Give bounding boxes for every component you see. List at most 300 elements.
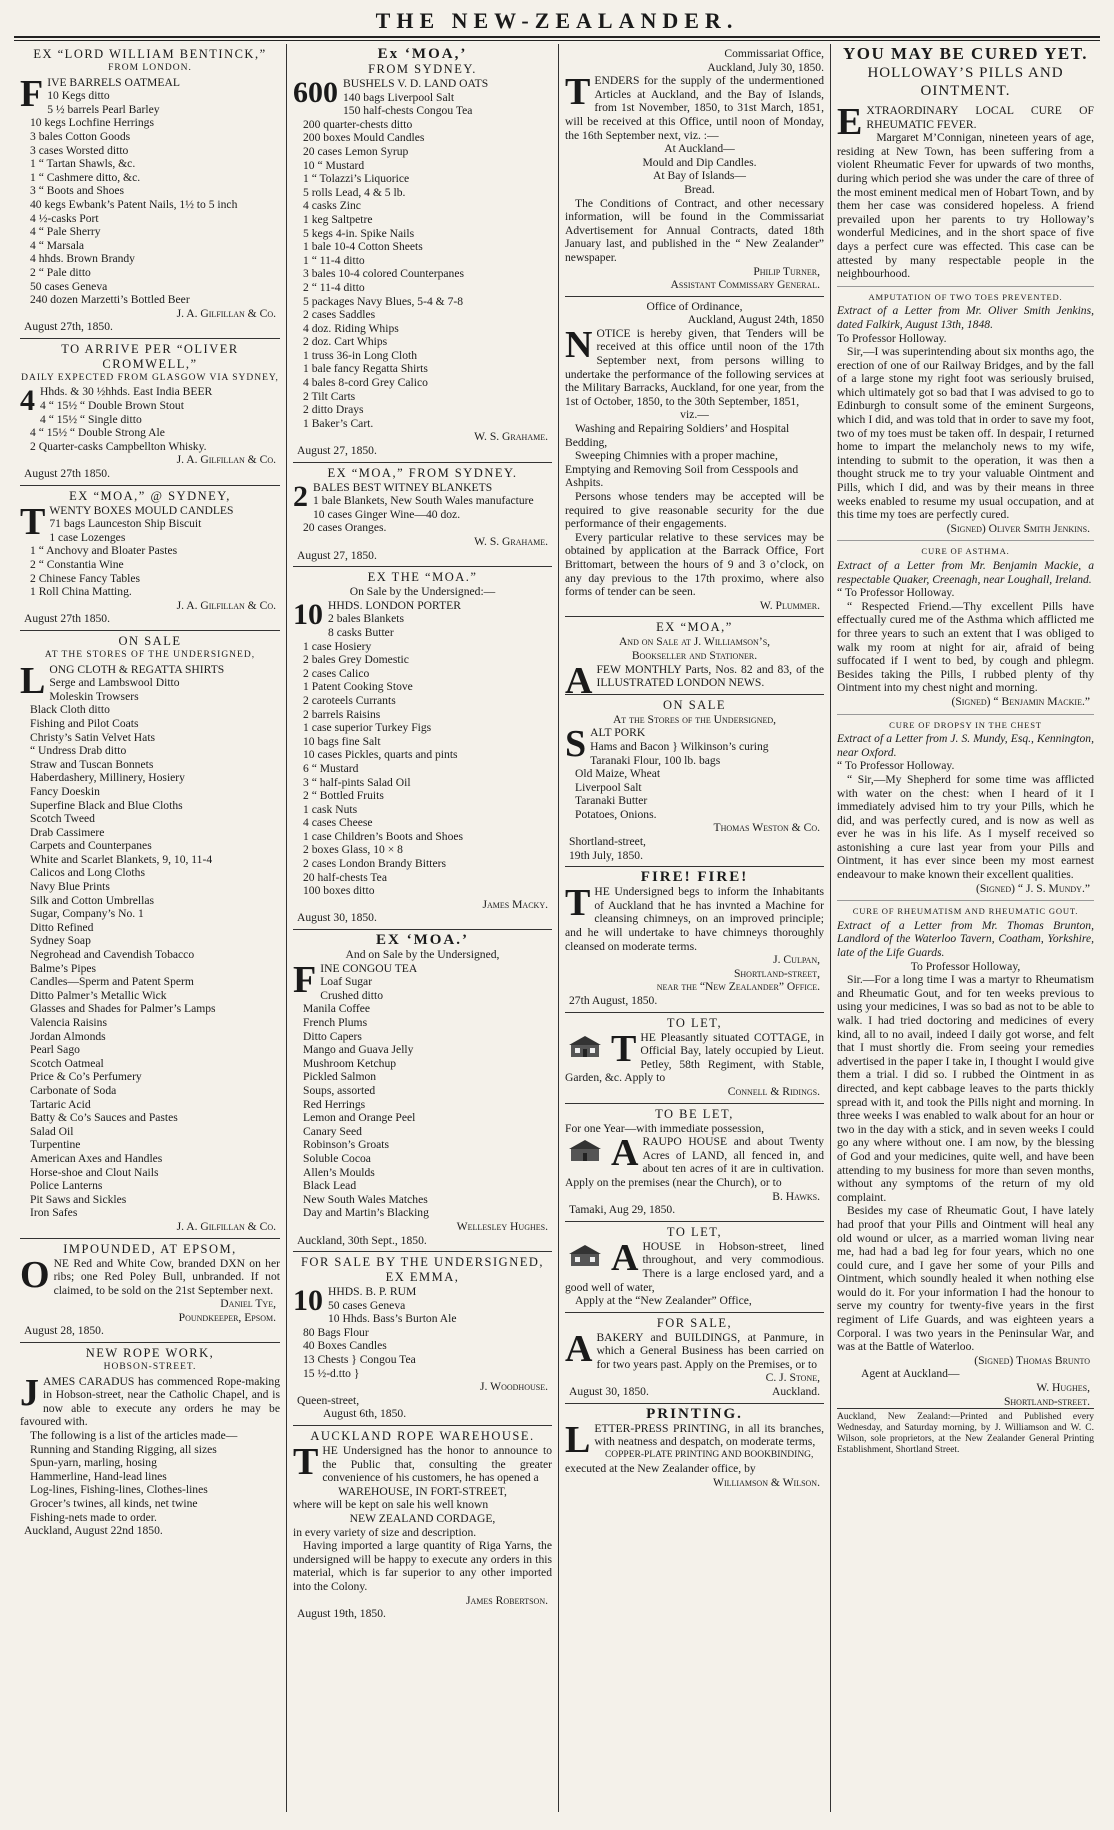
ad-lead: BALES BEST WITNEY BLANKETS bbox=[313, 480, 493, 494]
ad-subtitle: For one Year—with immediate possession, bbox=[565, 1121, 765, 1135]
signature: Daniel Tye, bbox=[220, 1297, 276, 1311]
list-item: Fancy Doeskin bbox=[30, 784, 100, 798]
ad-salt-pork bbox=[565, 695, 824, 868]
drop-cap: N bbox=[565, 323, 593, 366]
ad-date: August 28, 1850. bbox=[24, 1324, 104, 1338]
list-item: Fishing-nets made to order. bbox=[30, 1510, 157, 1524]
list-item: 1 case superior Turkey Figs bbox=[303, 721, 432, 735]
holloway-title: HOLLOWAY’S PILLS AND OINTMENT. bbox=[867, 65, 1064, 99]
ad-title: EX “LORD WILLIAM BENTINCK,” bbox=[33, 47, 267, 61]
list-item: 10 cases Ginger Wine—40 doz. bbox=[313, 507, 461, 521]
ad-date: August 30, 1850. bbox=[297, 911, 377, 925]
column-2 bbox=[286, 44, 558, 1812]
list-item: “ Undress Drab ditto bbox=[30, 744, 127, 758]
list-item: 4 “ 15½ “ Double Strong Ale bbox=[30, 426, 165, 440]
ad-rope-warehouse bbox=[293, 1426, 552, 1625]
list-item: Crushed ditto bbox=[320, 988, 384, 1002]
ad-body-3: in every variety of size and description. bbox=[293, 1525, 477, 1539]
list-item: 2 bales Grey Domestic bbox=[303, 653, 409, 667]
list-item: Allen’s Moulds bbox=[303, 1165, 375, 1179]
list-item: Salad Oil bbox=[30, 1124, 74, 1138]
list-item: 15 ½-d.tto } bbox=[303, 1366, 360, 1380]
drop-cap: T bbox=[293, 1441, 319, 1484]
list-item: 71 bags Launceston Ship Biscuit bbox=[49, 517, 202, 531]
list-item: 5 packages Navy Blues, 5-4 & 7-8 bbox=[303, 294, 464, 308]
list-item: Hammerline, Hand-lead lines bbox=[30, 1469, 167, 1483]
ad-title: FIRE! FIRE! bbox=[640, 869, 749, 886]
ad-date-2: August 6th, 1850. bbox=[323, 1407, 407, 1421]
list-item: Red Herrings bbox=[303, 1097, 366, 1111]
ad-body: HE Undersigned has the honor to announce to the Public that, consulting the greater convenience of his customers, he has opened a bbox=[322, 1444, 552, 1485]
ad-body-2: The Conditions of Contract, and other necessary information, will be found in the Commissariat Advertisement for Annual Contracts, dated 18th January last, and published in the “ New Zealander” newspaper. bbox=[565, 196, 824, 264]
list-item: 3 “ Boots and Shoes bbox=[30, 184, 125, 198]
list-item: Potatoes, Onions. bbox=[575, 807, 657, 821]
list-item: Lemon and Orange Peel bbox=[303, 1111, 416, 1125]
list-item: 1 keg Saltpetre bbox=[303, 212, 373, 226]
list-item: 80 Bags Flour bbox=[303, 1325, 369, 1339]
ad-body: RAUPO HOUSE and about Twenty Acres of LAND, all fenced in, and about ten acres of it are in cultivation. Apply on the premises (near the Church), or to bbox=[565, 1135, 824, 1189]
signature: James Macky. bbox=[482, 897, 548, 911]
list-item: Liverpool Salt bbox=[575, 780, 642, 794]
ad-ordinance bbox=[565, 297, 824, 618]
section-heading: CURE OF DROPSY IN THE CHEST bbox=[837, 714, 1094, 733]
ad-body: ETTER-PRESS PRINTING, in all its branches, with neatness and despatch, on moderate terms, bbox=[594, 1421, 824, 1449]
list-item: 1 “ Tartan Shawls, &c. bbox=[30, 157, 136, 171]
ad-bentinck bbox=[20, 44, 280, 339]
item-list bbox=[293, 975, 552, 1220]
ad-moa-candles bbox=[20, 486, 280, 631]
house-icon bbox=[565, 1137, 605, 1163]
list-item: Straw and Tuscan Bonnets bbox=[30, 757, 154, 771]
list-item: 1 Baker’s Cart. bbox=[303, 416, 374, 430]
list-item: Horse-shoe and Clout Nails bbox=[30, 1165, 159, 1179]
list-item: 2 Quarter-casks Campbellton Whisky. bbox=[30, 439, 207, 453]
list-item: 1 “ Cashmere ditto, &c. bbox=[30, 170, 141, 184]
ad-title: PRINTING. bbox=[646, 1405, 743, 1422]
list-item: Drab Cassimere bbox=[30, 825, 105, 839]
ad-subtitle: And on Sale at J. Williamson’s, bbox=[618, 635, 771, 649]
house-icon bbox=[565, 1242, 605, 1268]
ad-subtitle-2: Bookseller and Stationer. bbox=[631, 648, 758, 662]
signature: J. A. Gilfillan & Co. bbox=[176, 598, 276, 612]
ad-lead-2: Hams and Bacon } Wilkinson’s curing bbox=[590, 739, 769, 753]
testimonial-1: Margaret M’Connigan, nineteen years of age, residing at New Town, has been suffering from a violent Rheumatic Fever for upwards of two months, during which period she was under the care of three of the most eminent medical men of Hobart Town, and by them her case was considered hopeless. A friend prevailed upon her parents to try Holloway’s wonderful Medicines, and in the short space of five days a perfect cure was effected. This case can be attested by many respectable people in the neighbourhood. bbox=[837, 131, 1094, 281]
column-1 bbox=[14, 44, 286, 1812]
list-item: 40 Boxes Candles bbox=[303, 1339, 387, 1353]
ad-highlight: COPPER-PLATE PRINTING AND BOOKBINDING, bbox=[604, 1449, 814, 1460]
drop-cap: T bbox=[20, 500, 46, 543]
list-item: 50 cases Geneva bbox=[30, 279, 108, 293]
list-item: 2 caroteels Currants bbox=[303, 693, 396, 707]
list-item: Ditto Refined bbox=[30, 920, 94, 934]
list-item: 4 bales 8-cord Grey Calico bbox=[303, 376, 428, 390]
drop-cap: S bbox=[565, 723, 587, 766]
ad-lead: IVE BARRELS OATMEAL bbox=[47, 75, 180, 89]
list-item: Christy’s Satin Velvet Hats bbox=[30, 730, 156, 744]
list-item: Haberdashery, Millinery, Hosiery bbox=[30, 771, 185, 785]
list-item: Canary Seed bbox=[303, 1124, 362, 1138]
list-item: Negrohead and Cavendish Tobacco bbox=[30, 948, 195, 962]
list-item: 2 cases Saddles bbox=[303, 308, 376, 322]
ad-body-4: Having imported a large quantity of Riga Yarns, the undersigned will be happy to execute any orders in this material, which is far superior to any other imported into the Colony. bbox=[293, 1539, 552, 1593]
list-item: 13 Chests } Congou Tea bbox=[303, 1353, 416, 1367]
ad-to-be-let bbox=[565, 1104, 824, 1222]
drop-number: 4 bbox=[20, 384, 35, 418]
list-item: At Bay of Islands— bbox=[652, 169, 747, 183]
list-item: Old Maize, Wheat bbox=[575, 767, 661, 781]
agent-label: Agent at Auckland— bbox=[861, 1367, 960, 1381]
list-item: Grocer’s twines, all kinds, net twine bbox=[30, 1497, 198, 1510]
section-heading: AMPUTATION OF TWO TOES PREVENTED. bbox=[837, 286, 1094, 305]
ad-date: Shortland-street, bbox=[569, 835, 646, 849]
ad-oliver-cromwell bbox=[20, 339, 280, 486]
ad-moa-oats bbox=[293, 44, 552, 463]
list-item: 1 “ 11-4 ditto bbox=[303, 253, 365, 267]
ad-body-2: executed at the New Zealander office, by bbox=[565, 1462, 756, 1476]
list-item: 1 bale 10-4 Cotton Sheets bbox=[303, 240, 423, 254]
list-item: 8 casks Butter bbox=[328, 625, 394, 639]
ad-office-date: Auckland, July 30, 1850. bbox=[707, 60, 824, 74]
ad-viz: viz.— bbox=[680, 408, 709, 422]
list-item: 4 hhds. Brown Brandy bbox=[30, 252, 135, 266]
list-item: Day and Martin’s Blacking bbox=[303, 1206, 429, 1220]
list-item: 10 “ Mustard bbox=[303, 158, 365, 172]
drop-cap: L bbox=[20, 659, 46, 702]
ad-title: FOR SALE, bbox=[656, 1315, 733, 1330]
ad-subtitle: And on Sale by the Undersigned, bbox=[345, 948, 500, 962]
columns bbox=[14, 44, 1100, 1812]
list-item: Spun-yarn, marling, hosing bbox=[30, 1456, 157, 1470]
column-3 bbox=[558, 44, 830, 1812]
signature: (Signed) “ Benjamin Mackie.” bbox=[951, 694, 1090, 708]
signature: C. J. Stone, bbox=[765, 1371, 820, 1385]
ad-body: HE Undersigned begs to inform the Inhabitants of Auckland that he has invnted a Machine for cleansing chimneys, on an improved principle; and he will undertake to have chimneys thoroughly cleansed on moderate terms. bbox=[565, 885, 824, 953]
ad-lead: HHDS. LONDON PORTER bbox=[328, 598, 461, 612]
ad-lead: BUSHELS V. D. LAND OATS bbox=[343, 77, 489, 90]
list-item: 4 “ 15½ “ Single ditto bbox=[40, 412, 142, 426]
list-item: 4 “ Marsala bbox=[30, 238, 85, 252]
list-item: 2 “ Constantia Wine bbox=[30, 558, 124, 571]
list-item: Sugar, Company’s No. 1 bbox=[30, 907, 144, 921]
drop-number: 600 bbox=[293, 76, 338, 109]
list-item: 2 ditto Drays bbox=[303, 403, 364, 417]
ad-body: FEW MONTHLY Parts, Nos. 82 and 83, of the ILLUSTRATED LONDON NEWS. bbox=[596, 662, 824, 690]
ad-subtitle: FROM SYDNEY. bbox=[368, 62, 477, 76]
drop-cap: A bbox=[565, 659, 593, 702]
list-item: 4 doz. Riding Whips bbox=[303, 321, 399, 335]
list-item: Scotch Oatmeal bbox=[30, 1056, 104, 1070]
masthead: THE NEW-ZEALANDER. bbox=[375, 8, 739, 33]
ad-highlight: WAREHOUSE, IN FORT-STREET, bbox=[338, 1484, 507, 1498]
ad-date: 27th August, 1850. bbox=[569, 994, 658, 1007]
ad-title: NEW ROPE WORK, bbox=[85, 1346, 215, 1361]
list-item: Candles—Sperm and Patent Sperm bbox=[30, 975, 194, 989]
list-item: 240 dozen Marzetti’s Bottled Beer bbox=[30, 293, 190, 307]
list-item: 4 ½-casks Port bbox=[30, 211, 99, 225]
list-item: Sweeping Chimnies with a proper machine, Emptying and Removing Soil from Cesspools and Ashpits. bbox=[565, 449, 799, 490]
list-item: 2 cases Calico bbox=[303, 666, 370, 680]
ad-office: Office of Ordinance, bbox=[646, 299, 743, 313]
drop-cap: T bbox=[565, 71, 591, 114]
ad-commissariat bbox=[565, 44, 824, 297]
ad-emma-rum bbox=[293, 1252, 552, 1426]
ad-subtitle: FROM LONDON. bbox=[108, 63, 192, 73]
item-list bbox=[293, 494, 552, 535]
ad-lead: INE CONGOU TEA bbox=[320, 961, 418, 975]
list-item: Running and Standing Rigging, all sizes bbox=[30, 1442, 217, 1456]
signature: B. Hawks. bbox=[772, 1189, 820, 1203]
list-item: Black Cloth ditto bbox=[30, 703, 110, 717]
ad-subtitle: HOBSON-STREET. bbox=[103, 1362, 197, 1373]
drop-cap: J bbox=[20, 1371, 39, 1414]
list-item: 100 boxes ditto bbox=[303, 884, 375, 898]
list-item: Iron Safes bbox=[30, 1206, 78, 1220]
letter-salutation: “ To Professor Holloway. bbox=[837, 586, 955, 600]
ad-body: BAKERY and BUILDINGS, at Panmure, in which a General Business has been carried on for two years past. Apply on the Premises, or to bbox=[596, 1330, 824, 1371]
item-list bbox=[565, 754, 824, 822]
holloway-lead: XTRAORDINARY LOCAL CURE OF RHEUMATIC FEVER. bbox=[866, 104, 1094, 131]
list-item: 1 Patent Cooking Stove bbox=[303, 680, 413, 694]
signature: W. S. Grahame. bbox=[474, 535, 548, 548]
list-item: 2 “ Pale ditto bbox=[30, 265, 91, 279]
list-item: Manila Coffee bbox=[303, 1002, 371, 1016]
list-item: Ditto Capers bbox=[303, 1029, 362, 1043]
item-list bbox=[20, 676, 280, 1220]
agent-name: W. Hughes, bbox=[1036, 1381, 1090, 1395]
ad-body: OTICE is hereby given, that Tenders will be received at this office until noon of the 17th September next, from persons willing to undertake the performance of the following services at the Military Barracks, Auckland, for one year, from the 1st of October, 1850, to the 30th September, 1851, bbox=[565, 326, 824, 408]
ad-title: EX “MOA,” bbox=[656, 620, 733, 635]
signature-3: near the “New Zealander” Office. bbox=[656, 980, 820, 994]
signature: J. A. Gilfillan & Co. bbox=[176, 453, 276, 467]
signature: Connell & Ridings. bbox=[727, 1084, 820, 1098]
list-item: 2 Chinese Fancy Tables bbox=[30, 571, 141, 585]
list-item: Loaf Sugar bbox=[320, 975, 373, 989]
list-item: 150 half-chests Congou Tea bbox=[343, 104, 473, 118]
list-item: Taranaki Butter bbox=[575, 794, 648, 808]
testimonial-5b: Besides my case of Rheumatic Gout, I have lately had proof that your Pills and Ointment will heal any old wound or ulcer, as a married woman living near me, had had a bad leg for four years, which no one could cure, and I gave her some of your Pills and Ointment, which soundly healed it when nothing else would do it. For your information I had the honour to serve my country for twenty-five years in the first regiment of Life Guards, and was eighteen years a Corporal. I was two years in the Peninsular War, and was at the Battle of Waterloo. bbox=[837, 1204, 1094, 1354]
ad-to-let-house bbox=[565, 1222, 824, 1313]
list-item: Mushroom Ketchup bbox=[303, 1056, 397, 1070]
list-item: 20 cases Lemon Syrup bbox=[303, 144, 409, 158]
ad-date: Auckland, August 22nd 1850. bbox=[24, 1524, 163, 1538]
signature: (Signed) “ J. S. Mundy.” bbox=[975, 881, 1090, 895]
list-item: 1 truss 36-in Long Cloth bbox=[303, 348, 418, 362]
list-item: 2 cases London Brandy Bitters bbox=[303, 857, 446, 871]
list-item: 2 bales Blankets bbox=[328, 612, 404, 626]
drop-cap: O bbox=[20, 1253, 50, 1296]
ad-moa-tea bbox=[293, 930, 552, 1252]
testimonial-3: “ Respected Friend.—Thy excellent Pills have effectually cured me of the Asthma which afflicted me for three years to such an extent that I was obliged to walk my room at night for air, afraid of being suffocated if I went to bed, by cough and phlegm. Besides taking the Pills, I rubbed plenty of thy Ointment into my chest night and morning. bbox=[837, 599, 1094, 695]
list-item: 1 case Lozenges bbox=[49, 530, 126, 544]
list-item: 200 boxes Mould Candles bbox=[303, 131, 425, 145]
list-item: Ditto Palmer’s Metallic Wick bbox=[30, 988, 167, 1002]
drop-cap: T bbox=[611, 1027, 637, 1070]
ad-moa-porter bbox=[293, 567, 552, 930]
ad-body-3: Every particular relative to these services may be obtained by application at the Barrack Office, Fort Brittomart, between the hours of 9 and 3 o’clock, on any day previous to the 17th proximo, where also forms of tender can be seen. bbox=[565, 530, 824, 599]
list-item: 5 ½ barrels Pearl Barley bbox=[47, 102, 160, 116]
letter-salutation: To Professor Holloway, bbox=[910, 959, 1021, 973]
list-item: Silk and Cotton Umbrellas bbox=[30, 893, 154, 907]
list-item: 2 barrels Raisins bbox=[303, 707, 381, 721]
list-item: 3 “ half-pints Salad Oil bbox=[303, 775, 411, 789]
ad-title: ON SALE bbox=[663, 697, 726, 712]
list-item: Black Lead bbox=[303, 1179, 357, 1193]
list-item: 2 “ Bottled Fruits bbox=[303, 789, 384, 803]
drop-cap: E bbox=[837, 101, 863, 143]
ad-lead: ONG CLOTH & REGATTA SHIRTS bbox=[49, 662, 225, 676]
list-item: 3 cases Worsted ditto bbox=[30, 143, 129, 157]
list-item: French Plums bbox=[303, 1016, 368, 1029]
list-item: 4 “ 15½ “ Double Brown Stout bbox=[40, 399, 184, 413]
list-item: 3 bales Cotton Goods bbox=[30, 129, 131, 143]
list-item: Log-lines, Fishing-lines, Clothes-lines bbox=[30, 1483, 208, 1497]
ad-highlight-2: NEW ZEALAND CORDAGE, bbox=[349, 1512, 496, 1525]
list-item: 1 “ Tolazzi’s Liquorice bbox=[303, 172, 410, 186]
item-list bbox=[565, 142, 824, 196]
section-heading: CURE OF RHEUMATISM AND RHEUMATIC GOUT. bbox=[837, 900, 1094, 919]
ad-body-2: Apply at the “New Zealander” Office, bbox=[575, 1294, 752, 1308]
ad-date: Auckland, 30th Sept., 1850. bbox=[297, 1233, 427, 1247]
ad-title: ON SALE bbox=[118, 633, 182, 648]
list-item: 1 bale fancy Regatta Shirts bbox=[303, 362, 428, 376]
drop-cap: F bbox=[293, 958, 317, 1001]
list-item: Tartaric Acid bbox=[30, 1097, 91, 1111]
ad-subtitle: DAILY EXPECTED FROM GLASGOW VIA SYDNEY, bbox=[21, 372, 279, 383]
signature: W. S. Grahame. bbox=[474, 430, 548, 444]
list-item: Superfine Black and Blue Cloths bbox=[30, 798, 183, 812]
list-item: Robinson’s Groats bbox=[303, 1138, 389, 1152]
list-item: Pearl Sago bbox=[30, 1043, 80, 1057]
ad-on-sale-shirts bbox=[20, 631, 280, 1239]
ad-body: NE Red and White Cow, branded DXN on her ribs; one Red Poley Bull, unbranded. If not claimed, to be sold on the 21st September next. bbox=[53, 1256, 280, 1297]
signature: James Robertson. bbox=[465, 1593, 548, 1607]
ad-body: HE Pleasantly situated COTTAGE, in Official Bay, lately occupied by Lieut. Petley, 58th Regiment, with Stable, Garden, &c. Apply to bbox=[565, 1030, 824, 1085]
list-item: 6 “ Mustard bbox=[303, 761, 359, 775]
drop-number: 10 bbox=[293, 1284, 323, 1318]
ad-date: Queen-street, bbox=[297, 1393, 360, 1407]
list-item: Soups, assorted bbox=[303, 1083, 376, 1097]
ad-subtitle: At the Stores of the Undersigned, bbox=[612, 712, 777, 726]
list-item: 50 cases Geneva bbox=[328, 1298, 406, 1312]
drop-cap: A bbox=[611, 1236, 639, 1279]
signature: Williamson & Wilson. bbox=[713, 1476, 820, 1490]
signature-title: Assistant Commissary General. bbox=[670, 278, 820, 292]
column-4 bbox=[830, 44, 1100, 1812]
ad-body: HOUSE in Hobson-street, lined throughout, and very commodious. There is a large enclosed yard, and a good well of water, bbox=[565, 1239, 824, 1294]
ad-title: TO ARRIVE PER “OLIVER CROMWELL,” bbox=[61, 341, 239, 371]
list-item: 40 kegs Ewbank’s Patent Nails, 1½ to 5 inch bbox=[30, 197, 238, 211]
list-item: 2 doz. Cart Whips bbox=[303, 335, 388, 349]
list-item: 2 “ 11-4 ditto bbox=[303, 280, 365, 294]
letter-salutation: “ To Professor Holloway. bbox=[837, 759, 955, 773]
drop-cap: T bbox=[565, 882, 591, 925]
list-item: American Axes and Handles bbox=[30, 1151, 163, 1165]
letter-salutation: To Professor Holloway. bbox=[837, 331, 947, 345]
list-item: 1 case Children’s Boots and Shoes bbox=[303, 829, 464, 843]
list-item: Turpentine bbox=[30, 1138, 81, 1152]
signature: J. Culpan, bbox=[773, 953, 820, 967]
list-item: 1 bale Blankets, New South Wales manufacture bbox=[313, 494, 534, 508]
list-item: 140 bags Liverpool Salt bbox=[343, 90, 455, 104]
list-item: 3 bales 10-4 colored Counterpanes bbox=[303, 267, 464, 281]
ad-title: EX “MOA,” @ SYDNEY, bbox=[69, 488, 231, 503]
drop-cap: F bbox=[20, 72, 44, 115]
list-item: 10 Kegs ditto bbox=[47, 89, 110, 103]
signature: J. A. Gilfillan & Co. bbox=[176, 1219, 276, 1233]
list-item: 1 “ Anchovy and Bloater Pastes bbox=[30, 544, 178, 558]
ad-body: AMES CARADUS has commenced Rope-making in Hobson-street, near the Catholic Chapel, and is now able to execute any orders he may be favoured with. bbox=[20, 1374, 280, 1429]
signature: (Signed) Oliver Smith Jenkins. bbox=[946, 521, 1090, 535]
list-item: 4 cases Cheese bbox=[303, 816, 373, 830]
list-item: 5 rolls Lead, 4 & 5 lb. bbox=[303, 185, 406, 199]
list-item: 200 quarter-chests ditto bbox=[303, 117, 413, 131]
testimonial-5: Sir.—For a long time I was a martyr to Rheumatism and Rheumatic Gout, and for ten weeks previous to using your medicines, I was so bad as not to be able to walk. I had tried doctoring and medicines of every kind, all to no avail, indeed I daily got worse, and felt that I must shortly die. From seeing your remedies advertised in the paper I take in, I thought I would give them a trial. I did so. I rubbed the Ointment in as directed, and kept cabbage leaves to the parts thickly spread with it, and took the Pills night and morning. In three weeks I was enabled to walk about for an hour or two in the day with a stick, and in seven weeks I could go any where without one. I am now, by the blessing of God and your medicines, quite well, and have been attending to my business for more than seven months, without any symptoms of the return of my old complaint. bbox=[837, 973, 1094, 1204]
list-item: Price & Co’s Perfumery bbox=[30, 1070, 142, 1084]
ad-date: August 27, 1850. bbox=[297, 548, 377, 562]
letter-extract: Extract of a Letter from J. S. Mundy, Esq., Kennington, near Oxford. bbox=[837, 732, 1094, 759]
signature: (Signed) Thomas Brunto bbox=[974, 1353, 1090, 1367]
holloway-headline: YOU MAY BE CURED YET. bbox=[842, 44, 1089, 63]
ad-title: EX THE “MOA.” bbox=[367, 570, 478, 585]
masthead-rule bbox=[14, 36, 1100, 41]
item-list bbox=[20, 399, 280, 453]
ad-bakery bbox=[565, 1313, 824, 1404]
list-item: Jordan Almonds bbox=[30, 1029, 106, 1043]
item-list bbox=[293, 91, 552, 431]
ad-title: EX “MOA,” FROM SYDNEY. bbox=[327, 465, 518, 480]
ad-body-2: where will be kept on sale his well known bbox=[293, 1498, 489, 1512]
ad-title: Ex ‘MOA,’ bbox=[377, 46, 468, 62]
ad-title: AUCKLAND ROPE WAREHOUSE. bbox=[310, 1429, 535, 1444]
ad-body: ENDERS for the supply of the undermentioned Articles at Auckland, and the Bay of Islands, from 1st November, 1850, to 31st March, 1851, will be received at this Office, until noon of Monday, the 16th September next, viz. :— bbox=[565, 74, 824, 142]
ad-lead: HHDS. B. P. RUM bbox=[328, 1285, 417, 1299]
list-item: Carbonate of Soda bbox=[30, 1083, 117, 1097]
ad-subtitle: AT THE STORES OF THE UNDERSIGNED, bbox=[44, 649, 256, 660]
letter-extract: Extract of a Letter from Mr. Oliver Smith Jenkins, dated Falkirk, August 13th, 1848. bbox=[837, 304, 1094, 331]
item-list bbox=[565, 422, 824, 490]
ad-date: Tamaki, Aug 29, 1850. bbox=[569, 1203, 676, 1217]
list-item: White and Scarlet Blankets, 9, 10, 11-4 bbox=[30, 852, 213, 866]
list-item: Batty & Co’s Sauces and Pastes bbox=[30, 1111, 178, 1125]
drop-cap: A bbox=[565, 1327, 593, 1370]
list-item: Mould and Dip Candles. bbox=[642, 155, 757, 169]
list-item: Carpets and Counterpanes bbox=[30, 839, 152, 853]
ad-impounded bbox=[20, 1239, 280, 1344]
list-item: Scotch Tweed bbox=[30, 812, 95, 826]
letter-extract: Extract of a Letter from Mr. Benjamin Mackie, a respectable Quaker, Creenagh, near Loughall, Ireland. bbox=[837, 559, 1094, 586]
ad-body-2: The following is a list of the articles made— bbox=[30, 1429, 238, 1443]
signature: J. A. Gilfillan & Co. bbox=[176, 306, 276, 320]
list-item: 1 cask Nuts bbox=[303, 802, 358, 816]
drop-number: 10 bbox=[293, 597, 323, 631]
ad-title: FOR SALE BY THE UNDERSIGNED, bbox=[300, 1255, 545, 1270]
signature-title: Poundkeeper, Epsom. bbox=[178, 1310, 276, 1324]
list-item: 4 “ Pale Sherry bbox=[30, 225, 101, 239]
ad-title: TO BE LET, bbox=[655, 1106, 734, 1121]
list-item: Bread. bbox=[684, 182, 715, 196]
ad-subtitle: On Sale by the Undersigned:— bbox=[349, 585, 496, 599]
section-heading: CURE OF ASTHMA. bbox=[837, 540, 1094, 559]
letter-extract: Extract of a Letter from Mr. Thomas Brunton, Landlord of the Waterloo Tavern, Coatham, Yorkshire, late of the Life Guards. bbox=[837, 918, 1094, 960]
list-item: Pickled Salmon bbox=[303, 1070, 377, 1084]
list-item: Mango and Guava Jelly bbox=[303, 1043, 414, 1057]
list-item: 5 kegs 4-in. Spike Nails bbox=[303, 226, 415, 240]
ad-fire bbox=[565, 867, 824, 1012]
list-item: 1 Roll China Matting. bbox=[30, 585, 132, 599]
agent-address: Shortland-street. bbox=[1003, 1394, 1090, 1408]
ad-place: Auckland. bbox=[772, 1385, 820, 1399]
list-item: 2 Tilt Carts bbox=[303, 389, 356, 403]
